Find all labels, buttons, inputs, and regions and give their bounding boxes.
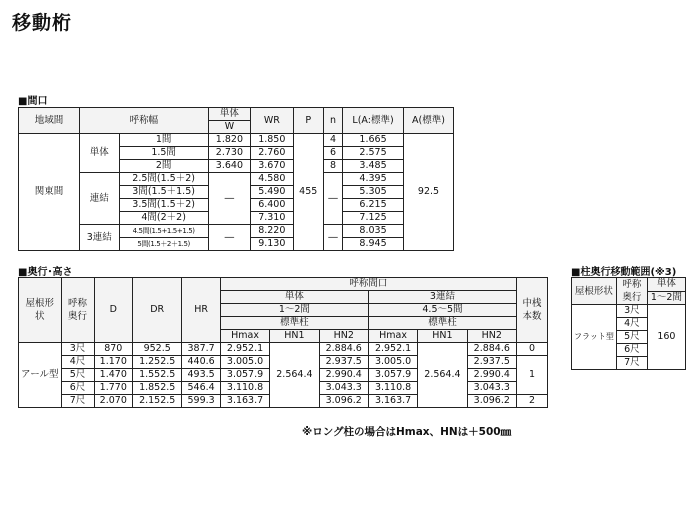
dr-cell: 1.852.5 [133, 382, 182, 395]
name-cell: 4間(2＋2) [119, 212, 208, 225]
header-opening: 呼称間口 [220, 278, 516, 291]
d-cell: 870 [94, 343, 133, 356]
header-single: 単体 [647, 278, 685, 292]
header-dr: DR [133, 278, 182, 343]
header-roof: 屋根形状 [19, 278, 62, 343]
dr-cell: 1.252.5 [133, 356, 182, 369]
header-hr: HR [182, 278, 221, 343]
name-cell: 7尺 [616, 357, 647, 370]
depth-height-table [18, 277, 548, 408]
hmax3-cell: 3.110.8 [368, 382, 417, 395]
wr-cell: 5.490 [251, 186, 293, 199]
hmax-cell: 3.005.0 [220, 356, 269, 369]
hmax3-cell: 3.163.7 [368, 395, 417, 408]
hr-cell: 493.5 [182, 369, 221, 382]
header-single-range: 1～2間 [220, 304, 368, 317]
hn2-cell: 2.884.6 [319, 343, 368, 356]
w-dash-cell: ― [208, 173, 250, 225]
section-frontage-label: ■間口 [18, 96, 48, 107]
hr-cell: 440.6 [182, 356, 221, 369]
header-hn2: HN2 [467, 330, 516, 343]
hn2-cell: 3.096.2 [319, 395, 368, 408]
name-cell: 7尺 [61, 395, 94, 408]
hmax-cell: 2.952.1 [220, 343, 269, 356]
header-roof: 屋根形状 [572, 278, 617, 305]
name-cell: 4.5間(1.5+1.5+1.5) [119, 225, 208, 238]
a-cell: 92.5 [403, 134, 453, 251]
n-dash-cell: ― [323, 173, 342, 225]
name-cell: 2.5間(1.5＋2) [119, 173, 208, 186]
wr-cell: 2.760 [251, 147, 293, 160]
header-hn1: HN1 [270, 330, 319, 343]
d-cell: 1.470 [94, 369, 133, 382]
header-a: A(標準) [403, 108, 453, 134]
hmax-cell: 3.057.9 [220, 369, 269, 382]
hn2-3-cell: 2.937.5 [467, 356, 516, 369]
name-cell: 4尺 [616, 318, 647, 331]
hr-cell: 599.3 [182, 395, 221, 408]
n-cell: 4 [323, 134, 342, 147]
hn2-cell: 2.990.4 [319, 369, 368, 382]
header-hn1: HN1 [418, 330, 467, 343]
hn2-3-cell: 2.990.4 [467, 369, 516, 382]
header-name: 呼称幅 [80, 108, 209, 134]
wr-cell: 6.400 [251, 199, 293, 212]
hn2-3-cell: 2.884.6 [467, 343, 516, 356]
name-cell: 1.5間 [119, 147, 208, 160]
hmax3-cell: 2.952.1 [368, 343, 417, 356]
value-cell: 160 [647, 305, 685, 370]
header-three: 3連結 [368, 291, 516, 304]
name-cell: 3間(1.5＋1.5) [119, 186, 208, 199]
hn2-cell: 2.937.5 [319, 356, 368, 369]
name-cell: 5尺 [616, 331, 647, 344]
name-cell: 3尺 [61, 343, 94, 356]
header-hn2: HN2 [319, 330, 368, 343]
wr-cell: 7.310 [251, 212, 293, 225]
header-std-post: 標準柱 [368, 317, 516, 330]
name-cell: 1間 [119, 134, 208, 147]
n-dash-cell: ― [323, 225, 342, 251]
l-cell: 3.485 [343, 160, 404, 173]
hn2-3-cell: 3.043.3 [467, 382, 516, 395]
wr-cell: 9.130 [251, 238, 293, 251]
hmax-cell: 3.110.8 [220, 382, 269, 395]
hr-cell: 546.4 [182, 382, 221, 395]
d-cell: 1.770 [94, 382, 133, 395]
mid-cell: 1 [517, 356, 548, 395]
w-cell: 3.640 [208, 160, 250, 173]
section-post-range-label: ■柱奥行移動範囲(※3) [571, 267, 677, 278]
p-cell: 455 [293, 134, 323, 251]
l-cell: 4.395 [343, 173, 404, 186]
section-depth-label: ■奥行･高さ [18, 267, 73, 278]
header-p: P [293, 108, 323, 134]
header-hmax: Hmax [368, 330, 417, 343]
dr-cell: 2.152.5 [133, 395, 182, 408]
header-l: L(A:標準) [343, 108, 404, 134]
name-cell: 6尺 [616, 344, 647, 357]
mid-cell: 2 [517, 395, 548, 408]
roof-cell: アール型 [19, 343, 62, 408]
header-w-top: 単体 [208, 108, 250, 121]
region-cell: 関東間 [19, 134, 80, 251]
name-cell: 3.5間(1.5＋2) [119, 199, 208, 212]
header-name: 呼称奥行 [616, 278, 647, 305]
header-d: D [94, 278, 133, 343]
l-cell: 8.035 [343, 225, 404, 238]
l-cell: 8.945 [343, 238, 404, 251]
wr-cell: 8.220 [251, 225, 293, 238]
l-cell: 1.665 [343, 134, 404, 147]
name-cell: 4尺 [61, 356, 94, 369]
hmax-cell: 3.163.7 [220, 395, 269, 408]
header-wr: WR [251, 108, 293, 134]
l-cell: 2.575 [343, 147, 404, 160]
page-title: 移動桁 [12, 12, 73, 34]
n-cell: 6 [323, 147, 342, 160]
hr-cell: 387.7 [182, 343, 221, 356]
dr-cell: 1.552.5 [133, 369, 182, 382]
w-cell: 1.820 [208, 134, 250, 147]
post-range-table [571, 277, 686, 370]
name-cell: 2間 [119, 160, 208, 173]
hmax3-cell: 3.057.9 [368, 369, 417, 382]
header-n: n [323, 108, 342, 134]
header-region: 地域間 [19, 108, 80, 134]
n-cell: 8 [323, 160, 342, 173]
header-w: W [208, 121, 250, 134]
frontage-table [18, 107, 454, 251]
header-hmax: Hmax [220, 330, 269, 343]
roof-cell: フラット型 [572, 305, 617, 370]
l-cell: 6.215 [343, 199, 404, 212]
w-cell: 2.730 [208, 147, 250, 160]
header-range: 1～2間 [647, 291, 685, 305]
header-single: 単体 [220, 291, 368, 304]
d-cell: 1.170 [94, 356, 133, 369]
dr-cell: 952.5 [133, 343, 182, 356]
name-cell: 6尺 [61, 382, 94, 395]
l-cell: 7.125 [343, 212, 404, 225]
header-name: 呼称奥行 [61, 278, 94, 343]
hn1-3-cell: 2.564.4 [418, 343, 467, 408]
w-dash-cell: ― [208, 225, 250, 251]
hmax3-cell: 3.005.0 [368, 356, 417, 369]
hn2-3-cell: 3.096.2 [467, 395, 516, 408]
group-single: 単体 [80, 134, 120, 173]
header-std-post: 標準柱 [220, 317, 368, 330]
hn1-cell: 2.564.4 [270, 343, 319, 408]
mid-cell: 0 [517, 343, 548, 356]
l-cell: 5.305 [343, 186, 404, 199]
name-cell: 3尺 [616, 305, 647, 318]
wr-cell: 3.670 [251, 160, 293, 173]
wr-cell: 1.850 [251, 134, 293, 147]
header-mid: 中桟本数 [517, 278, 548, 343]
footnote: ※ロング柱の場合はHmax、HNは＋500㎜ [302, 426, 512, 438]
name-cell: 5間(1.5＋2＋1.5) [119, 238, 208, 251]
group-linked: 連結 [80, 173, 120, 225]
wr-cell: 4.580 [251, 173, 293, 186]
hn2-cell: 3.043.3 [319, 382, 368, 395]
name-cell: 5尺 [61, 369, 94, 382]
d-cell: 2.070 [94, 395, 133, 408]
group-triple: 3連結 [80, 225, 120, 251]
header-three-range: 4.5～5間 [368, 304, 516, 317]
